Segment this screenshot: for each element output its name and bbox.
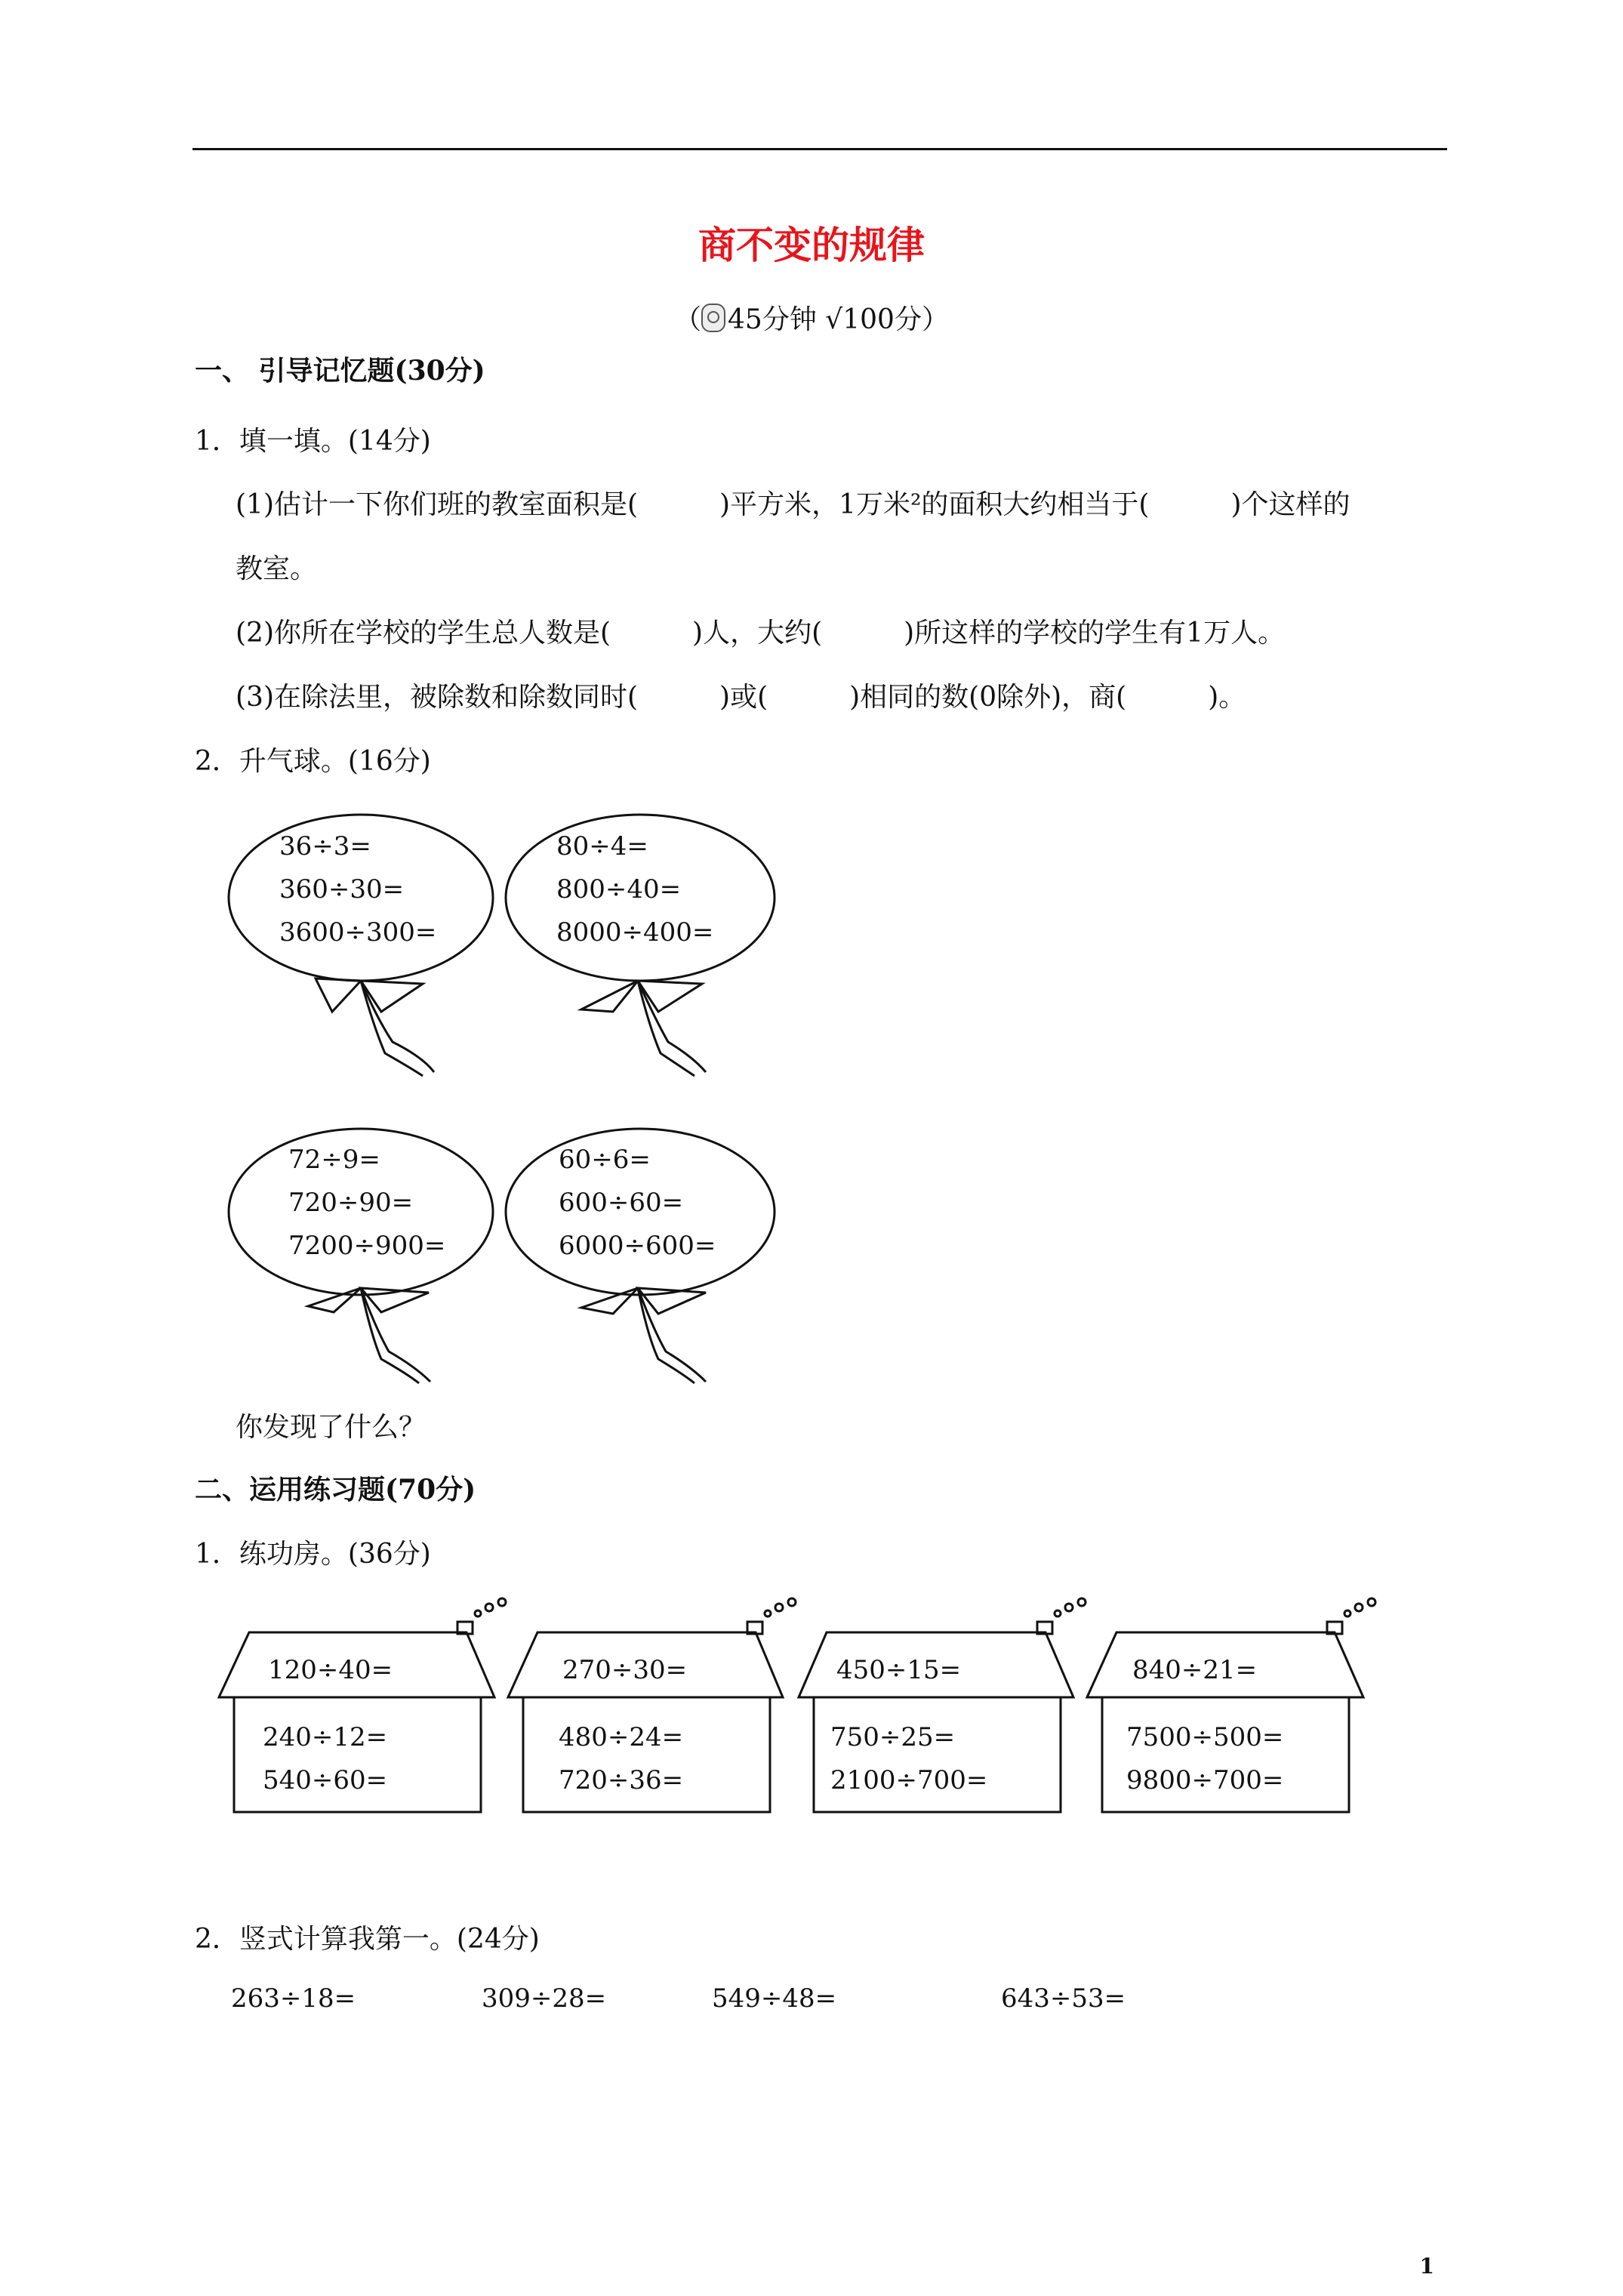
section1-heading: 一、 引导记忆题(30分) [195,355,485,387]
house-2-eq-2: 720÷36= [559,1765,684,1795]
house-2-body [559,1716,683,1802]
section2-heading: 二、运用练习题(70分) [195,1474,476,1505]
balloon-4-eq-3: 6000÷600= [559,1231,716,1261]
house-2-roof: 270÷30= [562,1655,688,1685]
balloon-3-text [288,1139,445,1268]
balloon-1-eq-2: 360÷30= [279,874,405,905]
house-1-body [263,1716,387,1802]
balloon-1-eq-1: 36÷3= [279,831,371,861]
balloon-3-eq-1: 72÷9= [288,1145,380,1175]
q1-label: 1．填一填。(14分) [195,426,431,457]
house-1-roof: 120÷40= [268,1655,393,1685]
subtitle-open: （ [674,304,702,335]
house-3-roof: 450÷15= [836,1655,962,1685]
q1-line1b: 教室。 [236,553,318,584]
house-4-body [1126,1716,1283,1802]
s2-q2-label: 2．竖式计算我第一。(24分) [195,1924,540,1955]
balloon-4-eq-2: 600÷60= [559,1188,684,1218]
subtitle-score: √100分 [825,304,922,335]
balloon-2-text [556,825,713,954]
house-4-eq-2: 9800÷700= [1126,1765,1284,1795]
balloon-3-eq-2: 720÷90= [288,1188,414,1218]
balloon-2-eq-3: 8000÷400= [556,917,714,948]
page-number: 1 [1419,2254,1434,2279]
problem-4: 643÷53= [1001,1983,1126,2014]
house-3-body [830,1716,987,1802]
problem-1: 263÷18= [231,1983,356,2014]
balloon-2-eq-2: 800÷40= [556,874,682,905]
balloon-1-eq-3: 3600÷300= [279,917,437,948]
q2-label: 2．升气球。(16分) [195,746,431,777]
problem-2: 309÷28= [482,1983,607,2014]
house-1-eq-2: 540÷60= [263,1765,388,1795]
s2-q1-label: 1．练功房。(36分) [195,1539,431,1570]
q1-line3: (3)在除法里，被除数和除数同时( )或( )相同的数(0除外)，商( )。 [236,682,1246,713]
subtitle-time: 45分钟 [728,304,817,335]
balloon-2-eq-1: 80÷4= [556,831,648,861]
q2-question: 你发现了什么？ [236,1412,427,1443]
balloon-4-eq-1: 60÷6= [559,1145,651,1175]
q1-line2: (2)你所在学校的学生总人数是( )人，大约( )所这样的学校的学生有1万人。 [236,618,1286,649]
problem-3: 549÷48= [712,1983,837,2014]
house-1-eq-1: 240÷12= [263,1722,388,1752]
q1-line1: (1)估计一下你们班的教室面积是( )平方米，1万米²的面积大约相当于( )个这样的 [236,489,1350,520]
balloon-3-eq-3: 7200÷900= [288,1231,446,1261]
house-3-eq-2: 2100÷700= [830,1765,988,1795]
house-2-eq-1: 480÷24= [559,1722,684,1752]
balloon-4-text [559,1139,716,1268]
house-4-eq-1: 7500÷500= [1126,1722,1284,1752]
balloon-1-text [279,825,436,954]
page-title: 商不变的规律 [698,223,925,267]
subtitle-close: ） [921,304,949,335]
house-3-eq-1: 750÷25= [830,1722,956,1752]
house-4-roof: 840÷21= [1132,1655,1258,1685]
